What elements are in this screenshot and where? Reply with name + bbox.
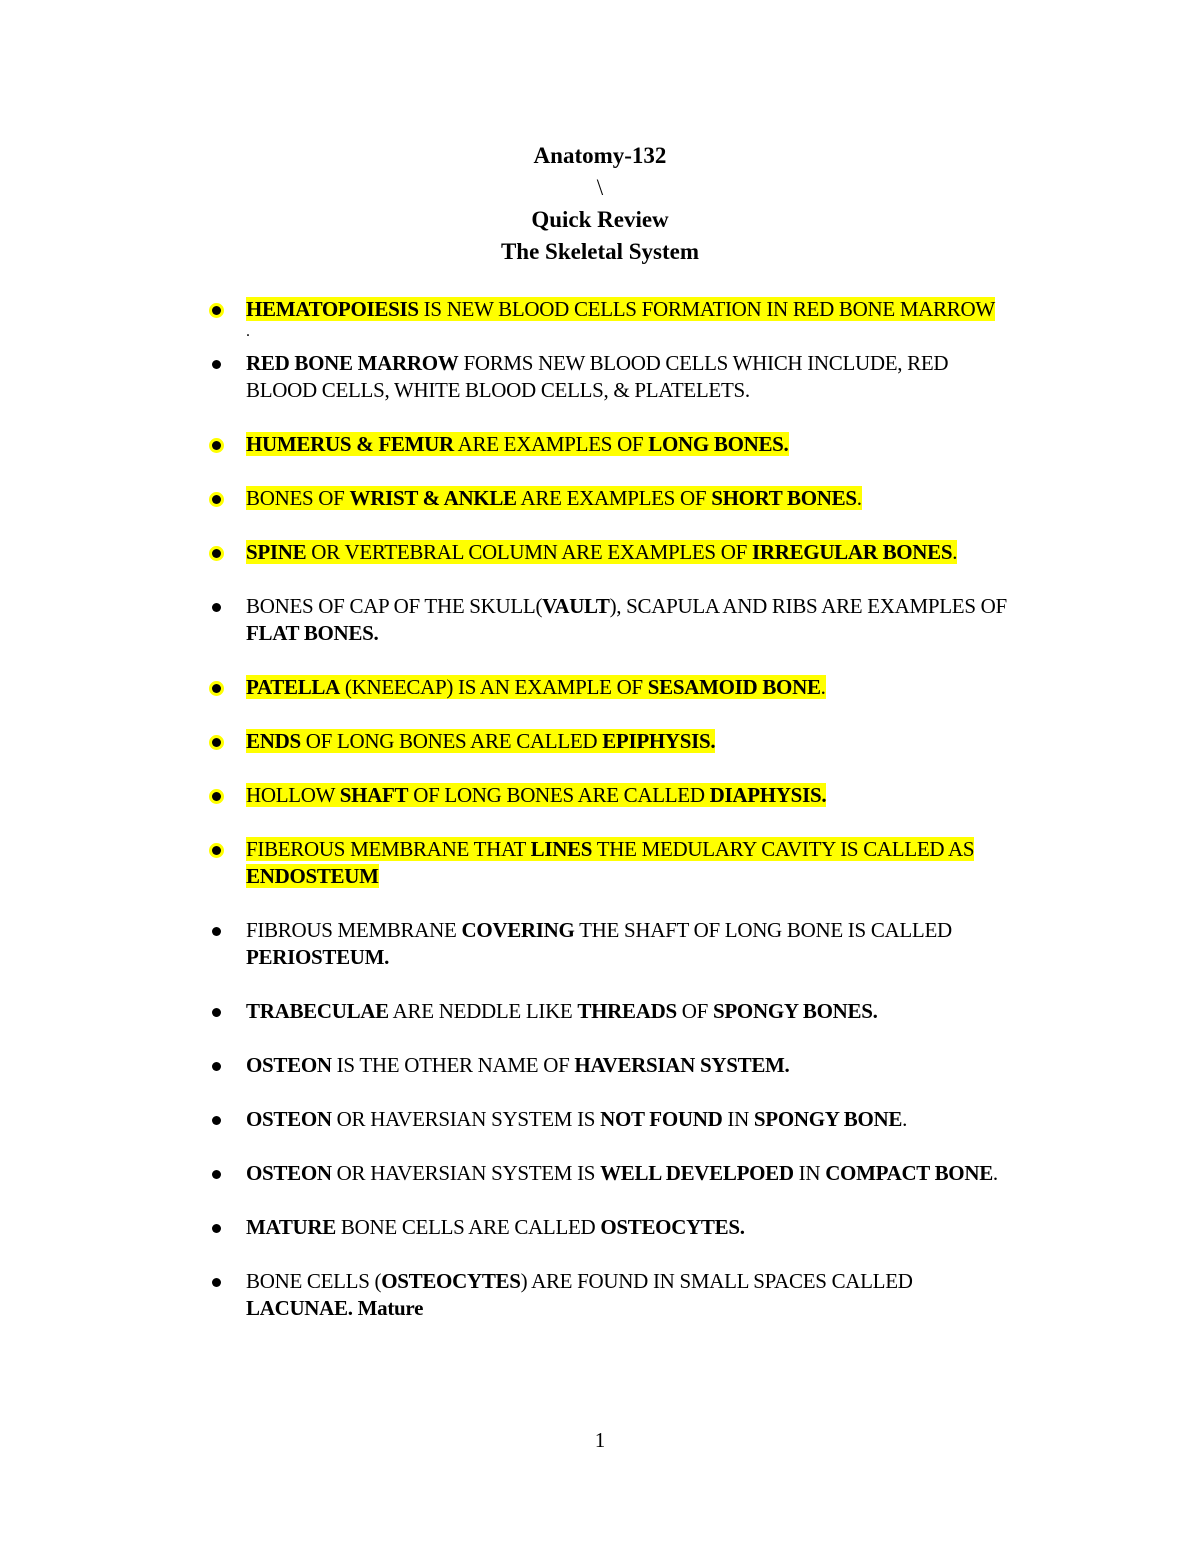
bullet-icon bbox=[212, 1224, 221, 1233]
bullet-icon bbox=[212, 927, 221, 936]
bullet-icon bbox=[212, 306, 221, 315]
text-segment: ) ARE FOUND IN SMALL SPACES CALLED bbox=[520, 1269, 913, 1293]
bold-term: FLAT BONES. bbox=[246, 621, 379, 645]
item-text bbox=[246, 432, 789, 456]
text-segment: IN bbox=[793, 1161, 826, 1185]
review-list-item bbox=[212, 1268, 1012, 1322]
text-segment: OF LONG BONES ARE CALLED bbox=[408, 783, 710, 807]
item-text bbox=[246, 351, 948, 402]
text-segment: . bbox=[992, 1161, 998, 1185]
item-text bbox=[246, 783, 826, 807]
text-segment: . bbox=[952, 540, 958, 564]
list-spacer bbox=[212, 341, 1012, 350]
bold-term: SHAFT bbox=[339, 783, 409, 807]
list-spacer bbox=[212, 458, 1012, 485]
text-segment: IS THE OTHER NAME OF bbox=[331, 1053, 575, 1077]
text-segment: OR VERTEBRAL COLUMN ARE EXAMPLES OF bbox=[306, 540, 752, 564]
bullet-icon bbox=[212, 846, 221, 855]
bold-term: WELL DEVELPOED bbox=[600, 1161, 794, 1185]
text-segment: . bbox=[856, 486, 862, 510]
bullet-icon bbox=[212, 603, 221, 612]
bullet-icon bbox=[212, 738, 221, 747]
text-segment: THE MEDULARY CAVITY IS CALLED AS bbox=[592, 837, 975, 861]
list-spacer bbox=[212, 701, 1012, 728]
text-segment: OF LONG BONES ARE CALLED bbox=[300, 729, 603, 753]
bold-term: LINES bbox=[530, 837, 593, 861]
bullet-icon bbox=[212, 792, 221, 801]
bold-term: OSTEON bbox=[246, 1053, 332, 1077]
text-segment: FIBEROUS MEMBRANE THAT bbox=[246, 837, 531, 861]
bullet-icon bbox=[212, 441, 221, 450]
text-segment: ARE EXAMPLES OF bbox=[453, 432, 649, 456]
text-segment: HOLLOW bbox=[246, 783, 340, 807]
list-spacer bbox=[212, 755, 1012, 782]
text-segment: IN bbox=[722, 1107, 754, 1131]
bold-term: DIAPHYSIS. bbox=[709, 783, 827, 807]
bullet-icon bbox=[212, 1278, 221, 1287]
item-text bbox=[246, 1053, 790, 1077]
item-text bbox=[246, 1269, 913, 1320]
bold-term: HAVERSIAN SYSTEM. bbox=[574, 1053, 790, 1077]
header-slash: \ bbox=[596, 175, 604, 200]
bold-term: ENDOSTEUM bbox=[246, 864, 379, 888]
bold-term: COVERING bbox=[461, 918, 575, 942]
text-segment: BONE CELLS ARE CALLED bbox=[335, 1215, 601, 1239]
bullet-icon bbox=[212, 1170, 221, 1179]
bold-term: OSTEON bbox=[246, 1107, 332, 1131]
list-spacer bbox=[212, 1079, 1012, 1106]
page-number: 1 bbox=[594, 1428, 606, 1452]
bold-term: HUMERUS & FEMUR bbox=[246, 432, 454, 456]
bold-term: WRIST & ANKLE bbox=[349, 486, 517, 510]
list-spacer bbox=[212, 512, 1012, 539]
text-segment: THE SHAFT OF LONG BONE IS CALLED bbox=[574, 918, 952, 942]
text-segment: ), SCAPULA AND RIBS ARE EXAMPLES OF bbox=[609, 594, 1007, 618]
item-text bbox=[246, 297, 995, 321]
bold-term: SHORT BONES bbox=[711, 486, 857, 510]
bold-term: PATELLA bbox=[246, 675, 340, 699]
item-text bbox=[246, 540, 957, 564]
item-text bbox=[246, 1107, 907, 1131]
review-list-item bbox=[212, 998, 1012, 1025]
bold-term: SPINE bbox=[246, 540, 307, 564]
review-list-item bbox=[212, 1106, 1012, 1133]
topic-title: The Skeletal System bbox=[500, 239, 700, 264]
bold-term: OSTEON bbox=[246, 1161, 332, 1185]
review-list-item bbox=[212, 485, 1012, 512]
review-list-item bbox=[212, 350, 1012, 404]
text-segment: ARE NEDDLE LIKE bbox=[388, 999, 578, 1023]
course-title: Anatomy-132 bbox=[533, 143, 667, 168]
list-spacer bbox=[212, 971, 1012, 998]
list-spacer bbox=[212, 566, 1012, 593]
review-list-item bbox=[212, 728, 1012, 755]
item-text bbox=[246, 1161, 998, 1185]
review-list-item bbox=[212, 782, 1012, 809]
document-header bbox=[0, 140, 1200, 268]
review-list-item bbox=[212, 593, 1012, 647]
bold-term: NOT FOUND bbox=[600, 1107, 723, 1131]
text-segment: IS NEW BLOOD CELLS FORMATION IN RED BONE MARROW bbox=[418, 297, 995, 321]
list-spacer bbox=[212, 809, 1012, 836]
bold-term: LONG BONES. bbox=[648, 432, 789, 456]
text-segment: ARE EXAMPLES OF bbox=[516, 486, 712, 510]
review-list-item bbox=[212, 539, 1012, 566]
bold-term: HEMATOPOIESIS bbox=[246, 297, 419, 321]
review-list-item bbox=[212, 1160, 1012, 1187]
item-text bbox=[246, 675, 826, 699]
text-segment: OF bbox=[676, 999, 714, 1023]
bullet-icon bbox=[212, 495, 221, 504]
review-bullet-list bbox=[212, 296, 1012, 1322]
bold-term: VAULT bbox=[542, 594, 610, 618]
review-list-item bbox=[212, 674, 1012, 701]
bold-term: COMPACT BONE bbox=[825, 1161, 993, 1185]
review-list-item bbox=[212, 1214, 1012, 1241]
review-list-item bbox=[212, 431, 1012, 458]
list-spacer bbox=[212, 1025, 1012, 1052]
text-segment: BONES OF bbox=[246, 486, 350, 510]
text-segment: OR HAVERSIAN SYSTEM IS bbox=[331, 1107, 601, 1131]
bold-term: TRABECULAE bbox=[246, 999, 389, 1023]
text-segment: (KNEECAP) IS AN EXAMPLE OF bbox=[339, 675, 648, 699]
text-segment: BONE CELLS ( bbox=[246, 1269, 382, 1293]
item-text bbox=[246, 486, 862, 510]
bold-term: OSTEOCYTES bbox=[381, 1269, 521, 1293]
text-segment: FORMS NEW BLOOD CELLS WHICH INCLUDE, RED BLOOD CELLS, WHITE BLOOD CELLS, & PLATELETS. bbox=[246, 351, 949, 402]
item-text bbox=[246, 837, 974, 888]
bold-term: PERIOSTEUM. bbox=[246, 945, 390, 969]
bullet-icon bbox=[212, 549, 221, 558]
item-text bbox=[246, 999, 878, 1023]
review-list-item bbox=[212, 836, 1012, 890]
bold-term: ENDS bbox=[246, 729, 301, 753]
item-text bbox=[246, 918, 952, 969]
review-list-item bbox=[212, 1052, 1012, 1079]
bold-term: LACUNAE. Mature bbox=[246, 1296, 424, 1320]
item-text bbox=[246, 729, 715, 753]
bold-term: THREADS bbox=[577, 999, 677, 1023]
list-spacer bbox=[212, 1187, 1012, 1214]
review-list-item bbox=[212, 296, 1012, 341]
bullet-icon bbox=[212, 360, 221, 369]
list-spacer bbox=[212, 1241, 1012, 1268]
list-spacer bbox=[212, 647, 1012, 674]
list-spacer bbox=[212, 1133, 1012, 1160]
bullet-icon bbox=[212, 1116, 221, 1125]
item-text bbox=[246, 1215, 745, 1239]
text-segment: OR HAVERSIAN SYSTEM IS bbox=[331, 1161, 601, 1185]
bold-term: SESAMOID BONE bbox=[647, 675, 821, 699]
bold-term: EPIPHYSIS. bbox=[602, 729, 716, 753]
bold-term: RED BONE MARROW bbox=[246, 351, 459, 375]
text-segment: . bbox=[820, 675, 826, 699]
review-list-item bbox=[212, 917, 1012, 971]
bold-term: SPONGY BONE bbox=[753, 1107, 903, 1131]
bullet-icon bbox=[212, 684, 221, 693]
text-segment: . bbox=[902, 1107, 908, 1131]
bullet-icon bbox=[212, 1062, 221, 1071]
review-title: Quick Review bbox=[531, 207, 669, 232]
text-segment: FIBROUS MEMBRANE bbox=[246, 918, 462, 942]
bold-term: IRREGULAR BONES bbox=[751, 540, 953, 564]
list-spacer bbox=[212, 404, 1012, 431]
item-text bbox=[246, 594, 1007, 645]
list-spacer bbox=[212, 890, 1012, 917]
text-segment: BONES OF CAP OF THE SKULL( bbox=[246, 594, 543, 618]
bold-term: SPONGY BONES. bbox=[713, 999, 878, 1023]
bullet-icon bbox=[212, 1008, 221, 1017]
bold-term: OSTEOCYTES. bbox=[600, 1215, 745, 1239]
stray-period: . bbox=[246, 323, 250, 340]
bold-term: MATURE bbox=[246, 1215, 336, 1239]
